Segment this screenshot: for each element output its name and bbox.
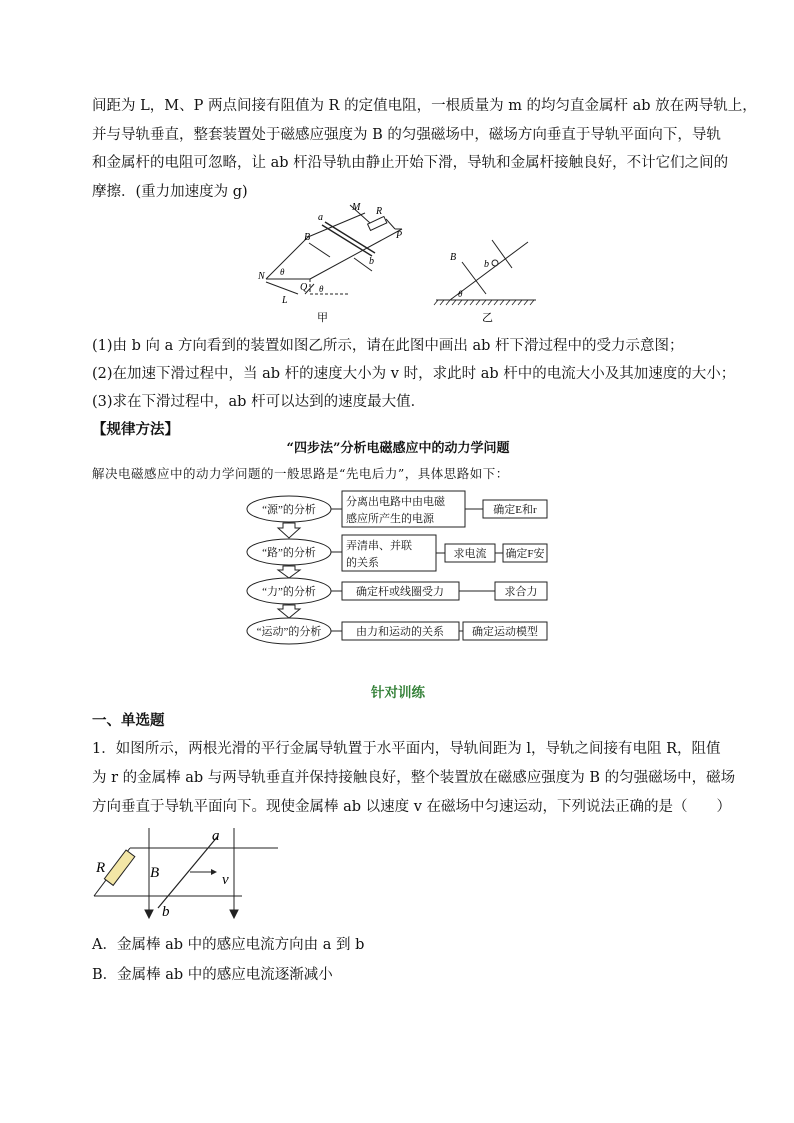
q1-line-1: 1．如图所示，两根光滑的平行金属导轨置于水平面内，导轨间距为 l，导轨之间接有电阻 R，阻值 (92, 741, 721, 757)
q1-label-b: b (162, 904, 170, 920)
caption-yi: 乙 (482, 312, 493, 324)
q1-option-B: B．金属棒 ab 中的感应电流逐渐减小 (92, 967, 333, 983)
row4-main: 由力和运动的关系 (356, 626, 444, 638)
q1-option-A: A．金属棒 ab 中的感应电流方向由 a 到 b (92, 937, 365, 953)
label-a: a (318, 212, 323, 223)
row2-current: 求电流 (453, 548, 487, 560)
oval-motion-label: “运动”的分析 (256, 626, 322, 638)
label-b-yi: b (484, 259, 489, 270)
row1-text-2: 感应所产生的电源 (346, 513, 434, 525)
label-R: R (376, 206, 383, 217)
row1-text-1: 分离出电路中由电磁 (346, 496, 445, 508)
method-heading: 【规律方法】 (92, 421, 179, 438)
figure-jia (250, 200, 430, 325)
label-Q: Q (300, 282, 308, 293)
label-B: B (304, 232, 311, 243)
caption-jia: 甲 (317, 312, 328, 324)
rail-right (310, 229, 402, 279)
q1-label-R: R (96, 860, 106, 876)
label-L: L (282, 295, 288, 306)
row2-force: 确定F安 (505, 548, 545, 560)
flowchart (238, 488, 558, 648)
label-B-yi: B (450, 252, 457, 263)
row3-sum: 求合力 (504, 586, 538, 598)
row4-model: 确定运动模型 (472, 626, 538, 638)
problem-line-3: 和金属杆的电阻可忽略，让 ab 杆沿导轨由静止开始下滑，导轨和金属杆接触良好，不计它们之间的 (92, 155, 729, 171)
rod-ab (322, 225, 372, 256)
problem-line-2: 并与导轨垂直，整套装置处于磁感应强度为 B 的匀强磁场中，磁场方向垂直于导轨平面向下，导轨 (92, 126, 721, 143)
q1-line-2: 为 r 的金属棒 ab 与两导轨垂直并保持接触良好，整个装置放在磁感应强度为 B 的匀强磁场中，磁场 (92, 770, 736, 786)
figure-yi (432, 230, 542, 325)
rail-left (266, 237, 308, 279)
oval-source-label: “源”的分析 (262, 504, 316, 516)
section-heading: 一、单选题 (92, 712, 165, 729)
row2-text-1: 弄清串、并联 (346, 540, 412, 552)
method-title: “四步法”分析电磁感应中的动力学问题 (286, 441, 510, 456)
q1-line-3: 方向垂直于导轨平面向下。现使金属棒 ab 以速度 v 在磁场中匀速运动，下列说法正确的是（ ） (92, 799, 732, 815)
problem-line-1: 间距为 L，M、P 两点间接有阻值为 R 的定值电阻，一根质量为 m 的均匀直金属杆 ab 放在两导轨上， (92, 98, 757, 114)
method-intro: 解决电磁感应中的动力学问题的一般思路是“先电后力”，具体思路如下： (92, 466, 509, 481)
label-theta1: θ (280, 267, 285, 277)
q1-label-B: B (150, 865, 160, 881)
row2-text-2: 的关系 (346, 557, 379, 569)
label-theta-yi: θ (458, 289, 463, 299)
subquestion-1: (1)由 b 向 a 方向看到的装置如图乙所示，请在此图中画出 ab 杆下滑过程中的受力示意图； (92, 338, 684, 354)
label-P: P (396, 230, 403, 241)
oval-force-label: “力”的分析 (262, 586, 316, 598)
row3-main: 确定杆或线圈受力 (356, 586, 444, 598)
oval-circuit-label: “路”的分析 (262, 547, 316, 559)
label-b: b (369, 256, 374, 267)
label-M: M (352, 202, 361, 213)
row1-er: 确定E和r (493, 504, 537, 516)
training-heading: 针对训练 (371, 685, 425, 701)
q1-label-a: a (212, 828, 220, 844)
problem-line-4: 摩擦．(重力加速度为 g) (92, 183, 248, 200)
resistor-q1 (104, 850, 134, 885)
q1-label-v: v (222, 872, 229, 888)
problem-text (92, 92, 757, 206)
resistor-R (368, 216, 387, 230)
label-theta2: θ (319, 284, 324, 294)
rod-end-b (492, 260, 498, 266)
subquestion-3: (3)求在下滑过程中，ab 杆可以达到的速度最大值． (92, 394, 426, 410)
q1-figure (92, 826, 282, 922)
subquestion-2: (2)在加速下滑过程中，当 ab 杆的速度大小为 v 时，求此时 ab 杆中的电流大小及其加速度的大小； (92, 366, 736, 382)
label-N: N (258, 271, 265, 282)
